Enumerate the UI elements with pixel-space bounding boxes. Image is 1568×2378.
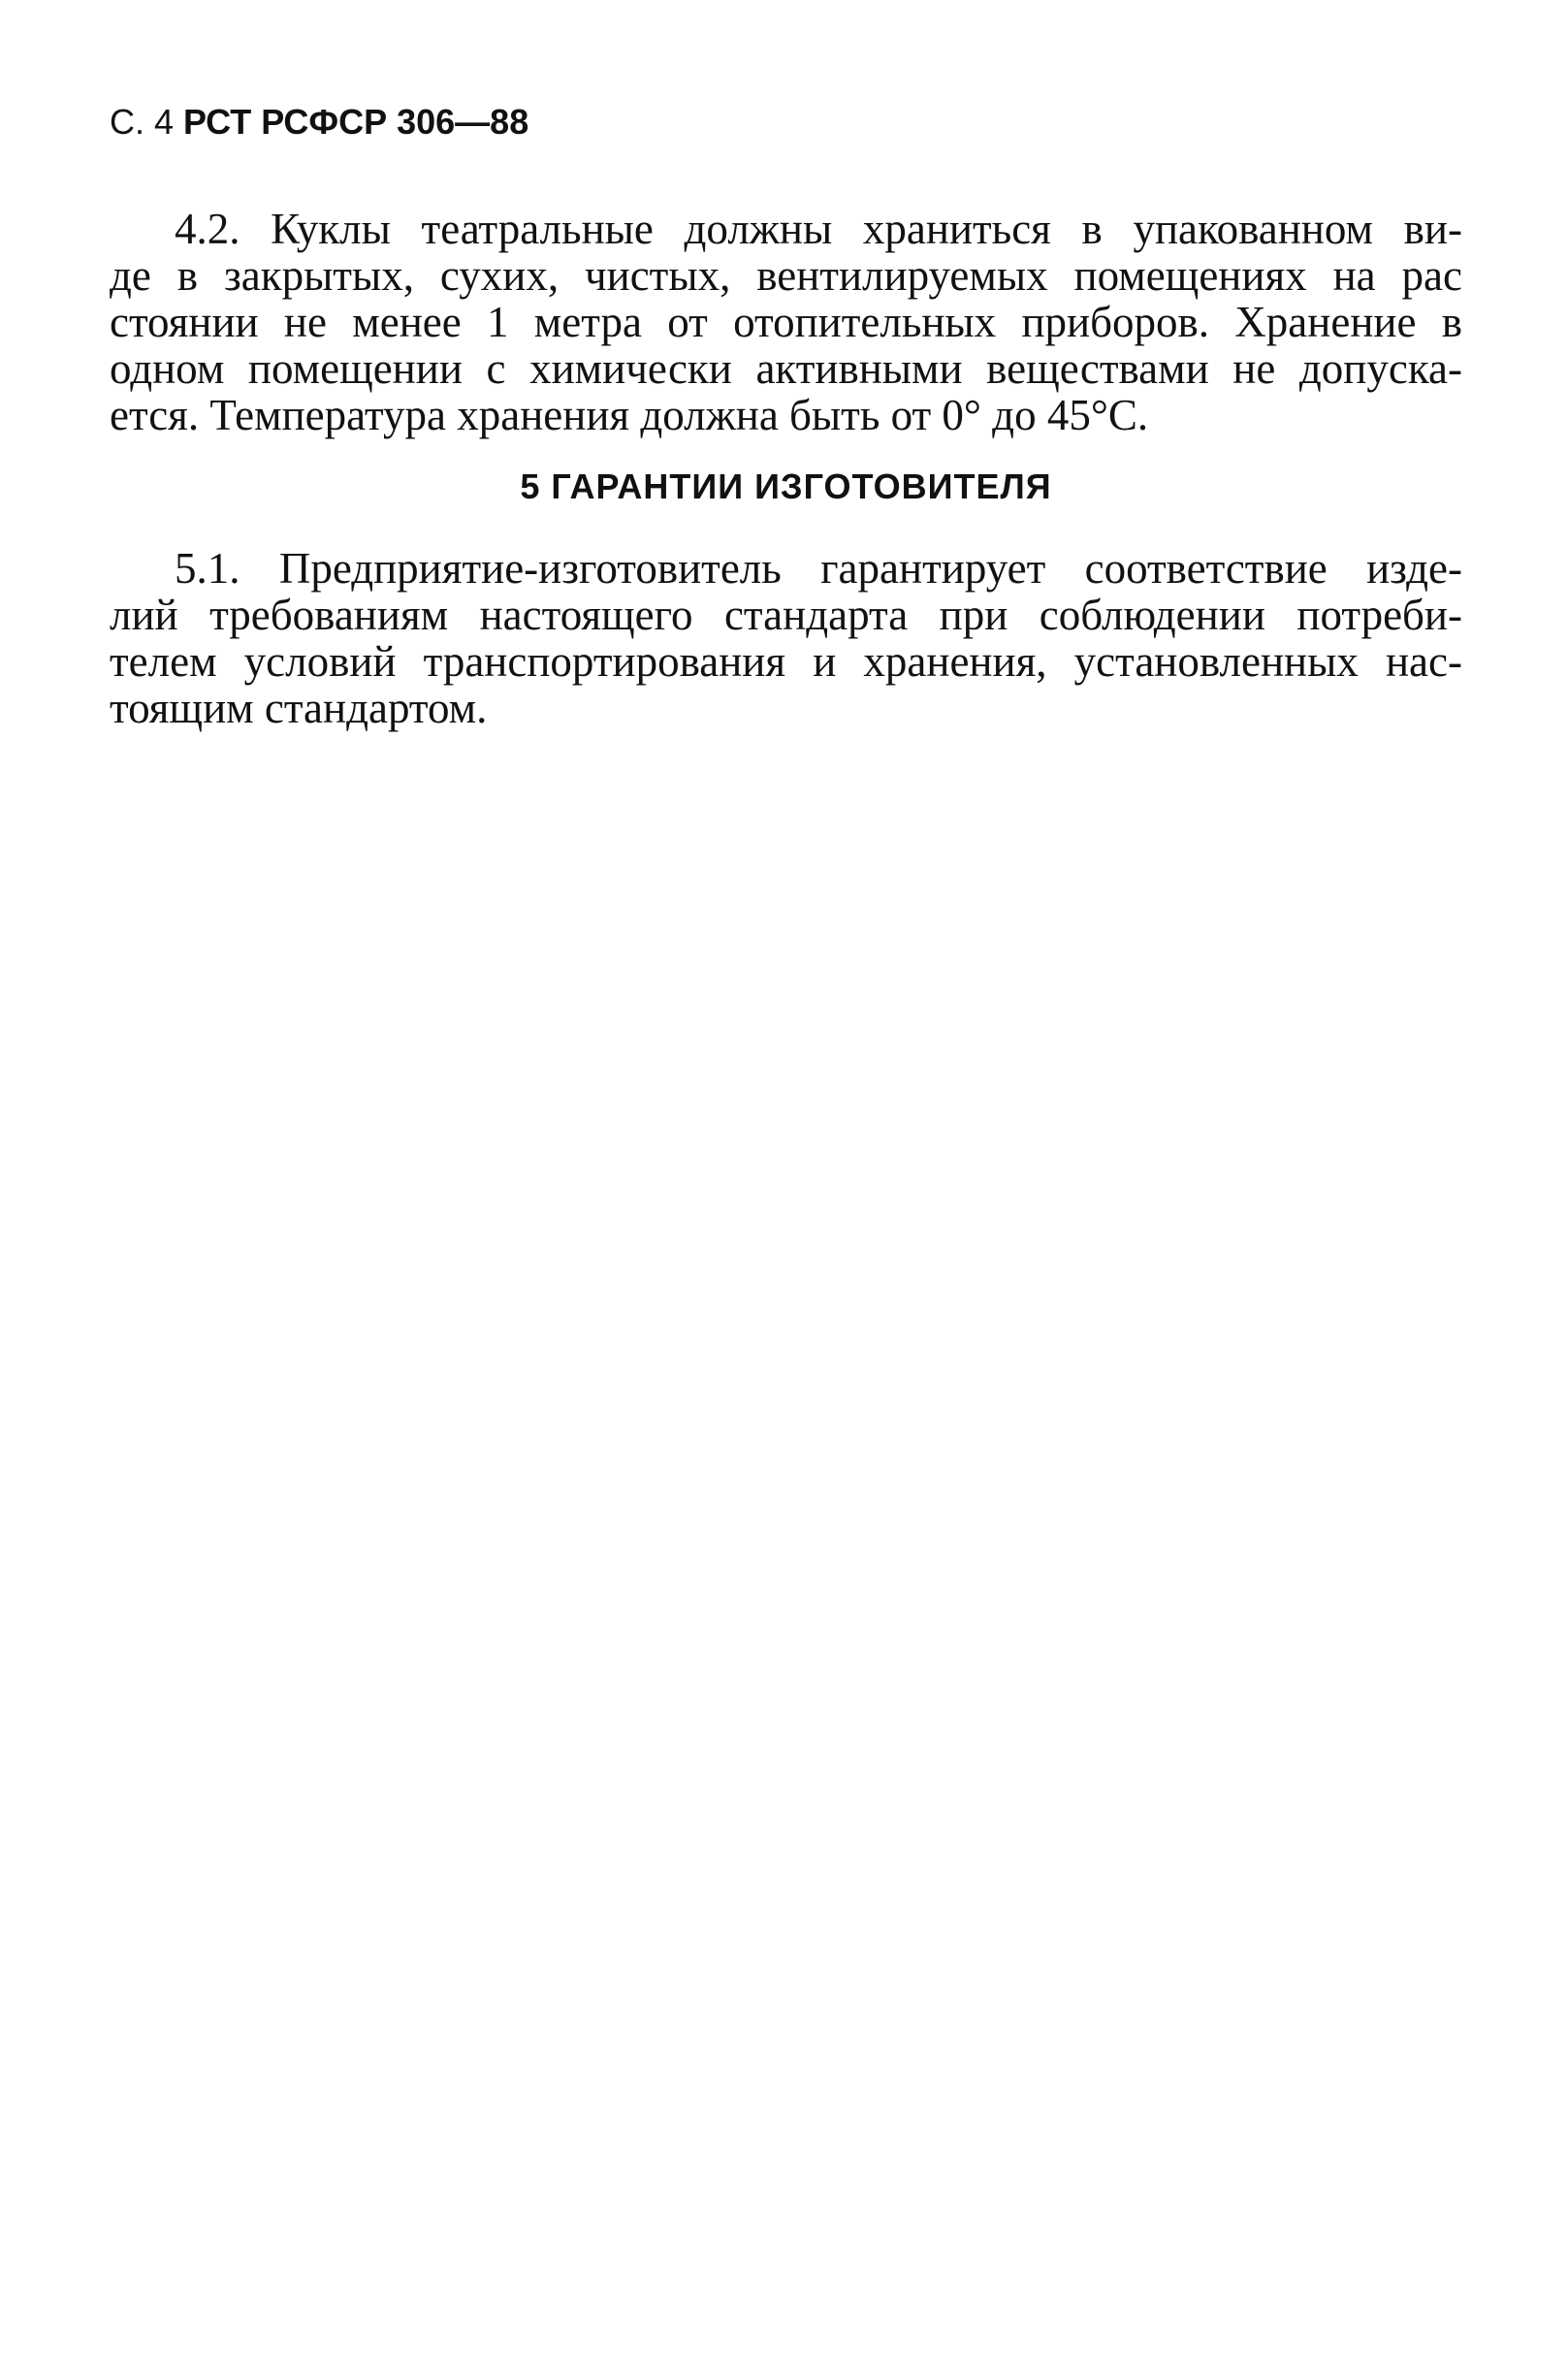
paragraph-4-2 — [110, 206, 1462, 438]
text-line: ется. Температура хранения должна быть от 0° до 45°С. — [110, 391, 1149, 439]
text-line: лий требованиям настоящего стандарта при соблюдении потреби- — [110, 591, 1462, 639]
section-heading: 5 ГАРАНТИИ ИЗГОТОВИТЕЛЯ — [520, 466, 1052, 506]
paragraph-5-1 — [110, 545, 1462, 731]
text-line: 5.1. Предприятие-изготовитель гарантирует соответствие изде- — [175, 544, 1462, 593]
text-line: 4.2. Куклы театральные должны храниться в упакованном ви- — [175, 205, 1462, 253]
text-line: тоящим стандартом. — [110, 684, 488, 732]
text-line: одном помещении с химически активными веществами не допуска- — [110, 344, 1462, 393]
page-number: С. 4 — [110, 102, 175, 142]
text-line: де в закрытых, сухих, чистых, вентилируемых помещениях на рас — [110, 251, 1462, 300]
running-head — [110, 101, 528, 144]
text-line: телем условий транспортирования и хранения, установленных нас- — [110, 637, 1462, 686]
standard-code: РСТ РСФСР 306—88 — [183, 102, 529, 142]
text-line: стоянии не менее 1 метра от отопительных приборов. Хранение в — [110, 298, 1462, 346]
